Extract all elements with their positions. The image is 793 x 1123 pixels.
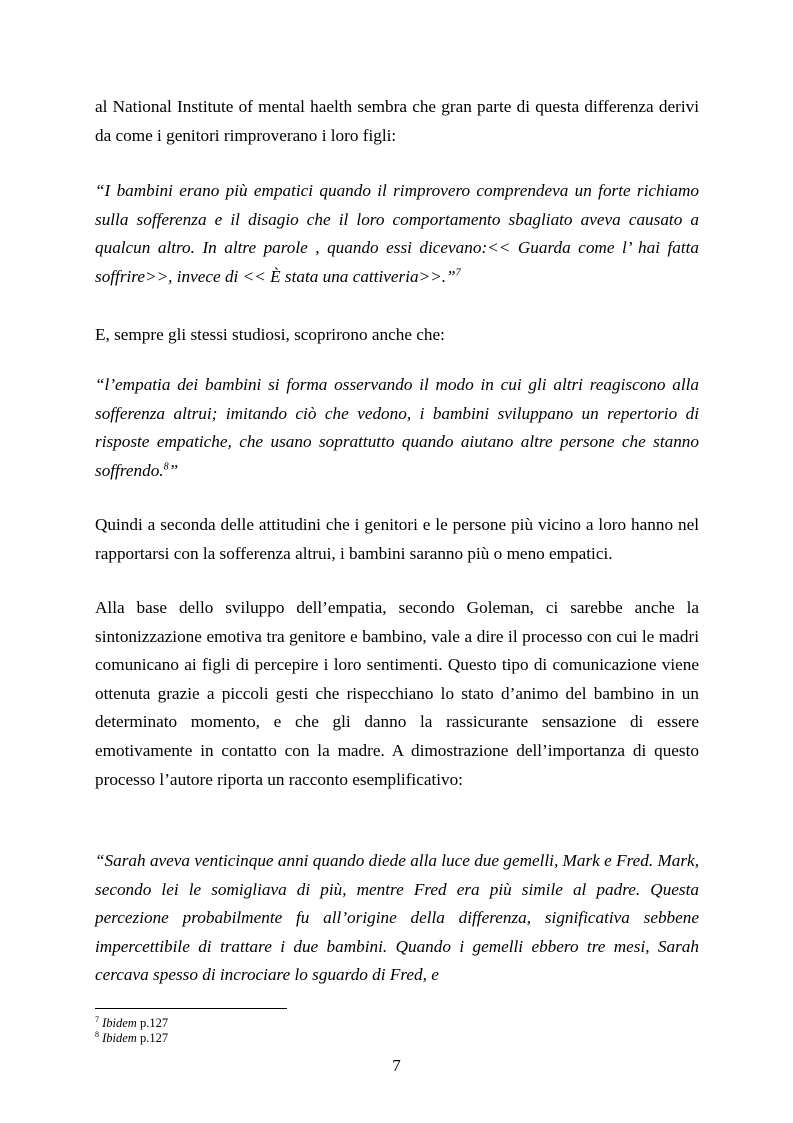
paragraph-goleman: Alla base dello sviluppo dell’empatia, secondo Goleman, ci sarebbe anche la sintonizzazione emotiva tra genitore e bambino, vale a dire il processo con cui le madri comunicano ai figli di percepire i loro sentimenti. Questo tipo di comunicazione viene ottenuta grazie a piccoli gesti che rispecchiano lo stato d’animo del bambino in un determinato momento, e che gli danno la rassicurante sensazione di essere emotivamente in contatto con la madre. A dimostrazione dell’importanza di questo processo l’autore riporta un racconto esemplificativo: xyxy=(95,598,699,789)
footnote-number: 8 xyxy=(95,1029,99,1039)
paragraph-studiosi: E, sempre gli stessi studiosi, scoprirono anche che: xyxy=(95,325,445,344)
footnote-page: p.127 xyxy=(136,1031,169,1045)
footnote-source: Ibidem xyxy=(102,1016,137,1030)
footnote-page: p.127 xyxy=(136,1016,169,1030)
quote-empatia: “l’empatia dei bambini si forma osservando il modo in cui gli altri reagiscono alla sofferenza altrui; imitando ciò che vedono, i bambini sviluppano un repertorio di risposte empatiche, che usano soprattutto quando aiutano altre persone che stanno soffrendo.$^8$” xyxy=(95,375,699,480)
footnote-ref-7: 7 xyxy=(455,267,461,279)
paragraph-intro: al National Institute of mental haelth sembra che gran parte di questa differenza derivi da come i genitori rimproverano i loro figli: xyxy=(95,97,699,145)
page-number: 7 xyxy=(392,1056,401,1075)
footnote-separator xyxy=(95,1008,287,1009)
paragraph-attitudini: Quindi a seconda delle attitudini che i genitori e le persone più vicino a loro hanno nel rapportarsi con la sofferenza altrui, i bambini saranno più o meno empatici. xyxy=(95,515,699,563)
footnote-7 xyxy=(95,1016,168,1030)
footnote-number: 7 xyxy=(95,1014,99,1024)
footnote-source: Ibidem xyxy=(102,1031,137,1045)
quote-rimprovero: “I bambini erano più empatici quando il rimprovero comprendeva un forte richiamo sulla sofferenza e il disagio che il loro comportamento sbagliato aveva causato a qualcun altro. In altre parole , quando essi dicevano:<< Guarda come l’ hai fatta soffrire>>, invece di << È stata una cattiveria>>.”$^7$ xyxy=(95,181,699,286)
quote-sarah: “Sarah aveva venticinque anni quando diede alla luce due gemelli, Mark e Fred. Mark, secondo lei le somigliava di più, mentre Fred era più simile al padre. Questa percezione probabilmente fu all’origine della differenza, significativa sebbene impercettibile di trattare i due bambini. Quando i gemelli ebbero tre mesi, Sarah cercava spesso di incrociare lo sguardo di Fred, e xyxy=(95,851,699,985)
footnote-8 xyxy=(95,1031,168,1045)
footnote-ref-8: 8 xyxy=(163,461,169,473)
